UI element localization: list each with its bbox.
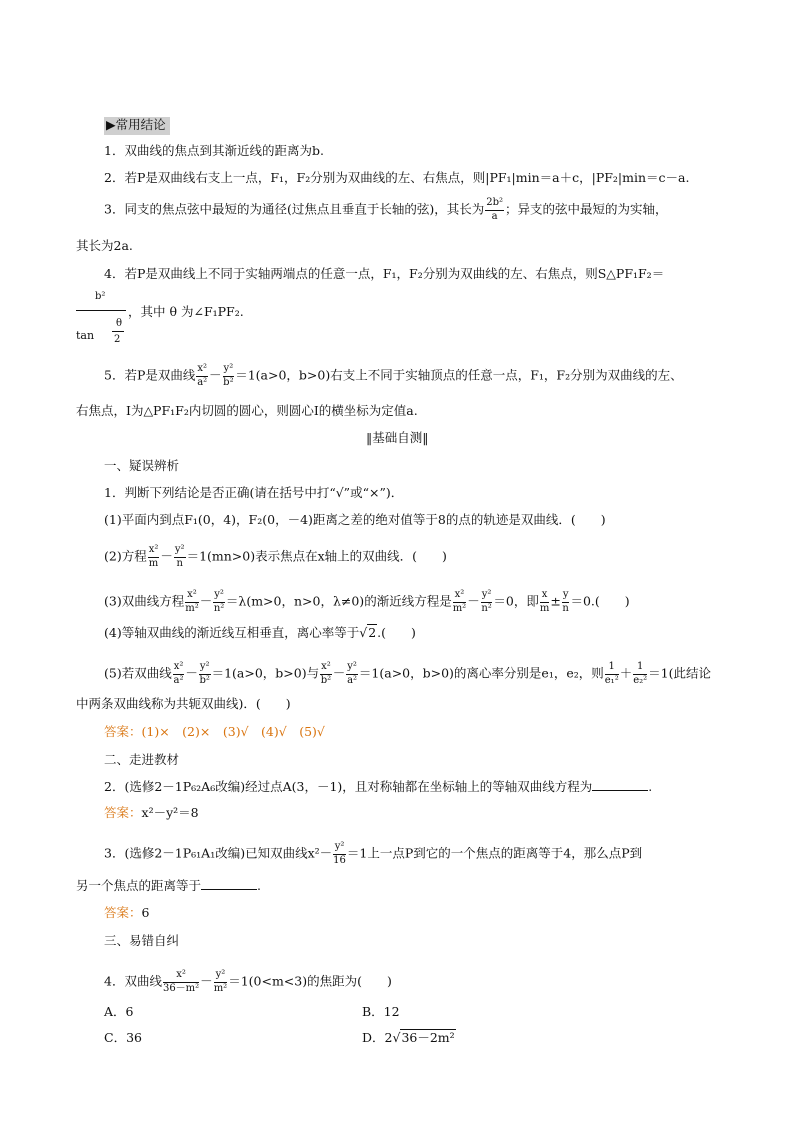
common-conclusions-tag: ▶常用结论 [104,117,170,135]
conclusion-4-theta: θ [116,318,123,329]
fraction: $\frac{\text{2b²}}{a}$ [486,197,503,222]
question-3: 3．(选修2－1P₆₁A₁改编)已知双曲线x²－ $\frac{\text{y²}}{16}$ ＝1上一点P到它的一个焦点的距离等于4，那么点P到 [104,841,643,866]
option-b[interactable]: B．12 [362,1004,400,1019]
question-4: 4．双曲线 $\frac{\text{x²}}{\text{36－m²}}$ － $\frac{\text{y²}}{\text{m²}}$ ＝1(0<m<3)的焦距为( ) [104,969,392,994]
conclusion-5: 5．若P是双曲线 $\frac{\text{x²}}{\text{a²}}$ － $\frac{\text{y²}}{\text{b²}}$ ＝1(a>0，b>0)右支上不同于实轴顶点的任意一点，F₁，F₂分别为双曲线的左、 [104,363,683,388]
conclusion-2: 2．若P是双曲线右支上一点，F₁，F₂分别为双曲线的左、右焦点，则|PF₁|min＝a＋c，|PF₂|min＝c－a. [104,170,690,185]
conclusion-4-tail: ，其中 θ 为∠F₁PF₂. [128,304,244,319]
heading-3: 三、易错自纠 [104,933,180,948]
conclusion-5-cont: 右焦点，I为△PF₁F₂内切圆的圆心，则圆心I的横坐标为定值a. [76,403,418,418]
conclusion-4-tan: tan [76,329,95,342]
question-1-5-cont: 中两条双曲线称为共轭双曲线)．( ) [76,696,291,711]
conclusion-1: 1．双曲线的焦点到其渐近线的距离为b. [104,143,324,158]
answer-blank [201,889,257,890]
heading-1: 一、疑误辨析 [104,458,180,473]
conclusion-3: 3．同支的焦点弦中最短的为通径(过焦点且垂直于长轴的弦)，其长为 $\frac{\text{2b²}}{a}$ ；异支的弦中最短的为实轴， [104,197,668,222]
question-3-cont: 另一个焦点的距离等于 . [76,878,261,893]
option-c[interactable]: C．36 [104,1030,142,1045]
question-2: 2．(选修2－1P₆₂A₆改编)经过点A(3，－1)，且对称轴都在坐标轴上的等轴双曲线方程为 . [104,779,653,794]
conclusion-3-cont: 其长为2a. [76,238,133,253]
heading-2: 二、走进教材 [104,752,180,767]
section-title: ‖基础自测‖ [366,430,429,445]
option-d[interactable]: D．2√36－2m² [362,1030,455,1045]
conclusion-4-numerator: b² [95,291,106,302]
fraction-bar [112,331,124,332]
question-1-3: (3)双曲线方程 $\frac{\text{x²}}{\text{m²}}$ － $\frac{\text{y²}}{\text{n²}}$ ＝λ(m>0，n>0，λ≠0)的渐近线方程是 $\frac{\text{x²}}{\text{m²}}$ － $\frac{\text{y²}}{\text{n²}}$ ＝0，即 $\frac{x}{m}$ ± $\frac{y}{n}$ ＝0.( ) [104,589,630,614]
answer-2: 答案：x²－y²＝8 [104,805,199,820]
answer-3: 答案：6 [104,905,150,920]
question-1: 1．判断下列结论是否正确(请在括号中打“√”或“×”)． [104,485,404,500]
question-1-5: (5)若双曲线 $\frac{\text{x²}}{\text{a²}}$ － $\frac{\text{y²}}{\text{b²}}$ ＝1(a>0，b>0)与 $\frac{\text{x²}}{\text{b²}}$ － $\frac{\text{y²}}{\text{a²}}$ ＝1(a>0，b>0)的离心率分别是e₁，e₂，则 $\frac{1}{\text{e₁²}}$ ＋ $\frac{1}{\text{e₂²}}$ ＝1(此结论 [104,661,711,686]
question-1-1: (1)平面内到点F₁(0，4)，F₂(0，－4)距离之差的绝对值等于8的点的轨迹是双曲线．( ) [104,512,606,527]
question-1-4: (4)等轴双曲线的渐近线互相垂直，离心率等于√2.( ) [104,625,416,640]
option-a[interactable]: A．6 [104,1004,134,1019]
conclusion-4-two: 2 [114,334,121,345]
fraction-bar [76,310,126,311]
answer-blank [592,790,648,791]
question-1-2: (2)方程 $\frac{\text{x²}}{m}$ － $\frac{\text{y²}}{n}$ ＝1(mn>0)表示焦点在x轴上的双曲线．( ) [104,544,447,569]
answer-1: 答案：(1)× (2)× (3)√ (4)√ (5)√ [104,724,325,739]
conclusion-4: 4．若P是双曲线上不同于实轴两端点的任意一点，F₁，F₂分别为双曲线的左、右焦点，则S△PF₁F₂＝ [104,266,665,281]
